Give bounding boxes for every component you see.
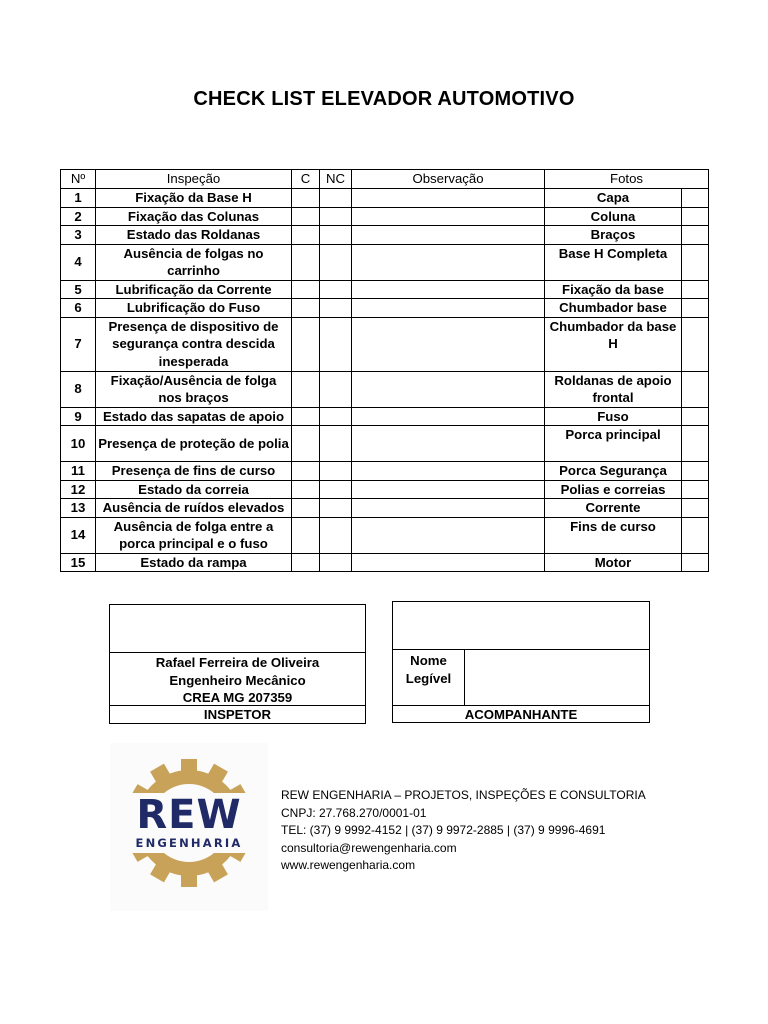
row-inspection: Ausência de folgas no carrinho <box>96 244 292 280</box>
table-header-row <box>61 170 709 189</box>
companion-label: ACOMPANHANTE <box>464 707 578 722</box>
row-inspection: Presença de dispositivo de segurança contra descida inesperada <box>96 317 292 371</box>
row-num: 11 <box>61 462 96 481</box>
company-phones: TEL: (37) 9 9992-4152 | (37) 9 9972-2885 | (37) 9 9996-4691 <box>281 823 606 837</box>
row-inspection: Ausência de folga entre a porca principal e o fuso <box>96 517 292 553</box>
table-row <box>61 462 709 481</box>
companion-name-label-line2: Legível <box>405 670 452 686</box>
row-photo: Chumbador base <box>545 299 682 318</box>
row-c-cell[interactable] <box>292 207 320 226</box>
row-photo: Corrente <box>545 499 682 518</box>
inspector-name: Rafael Ferreira de Oliveira <box>155 655 320 670</box>
row-observation-cell[interactable] <box>352 317 545 371</box>
row-photo-check-cell[interactable] <box>682 553 709 572</box>
company-email[interactable]: consultoria@rewengenharia.com <box>281 840 457 855</box>
table-row <box>61 499 709 518</box>
row-photo: Roldanas de apoio frontal <box>545 371 682 407</box>
table-row <box>61 280 709 299</box>
row-photo: Porca Segurança <box>545 462 682 481</box>
companion-name-label-line1: Nome <box>410 653 447 668</box>
row-c-cell[interactable] <box>292 517 320 553</box>
companion-name-row <box>393 650 649 706</box>
row-photo: Porca principal <box>545 426 682 462</box>
row-inspection: Fixação das Colunas <box>96 207 292 226</box>
row-observation-cell[interactable] <box>352 553 545 572</box>
header-nc: NC <box>320 170 352 189</box>
row-num: 10 <box>61 426 96 462</box>
row-nc-cell[interactable] <box>320 317 352 371</box>
companion-name-label <box>393 650 465 705</box>
company-website[interactable]: www.rewengenharia.com <box>281 858 416 872</box>
row-photo-check-cell[interactable] <box>682 499 709 518</box>
row-c-cell[interactable] <box>292 244 320 280</box>
row-observation-cell[interactable] <box>352 280 545 299</box>
row-c-cell[interactable] <box>292 499 320 518</box>
row-inspection: Fixação/Ausência de folga nos braços <box>96 371 292 407</box>
row-num: 6 <box>61 299 96 318</box>
row-photo-check-cell[interactable] <box>682 480 709 499</box>
row-c-cell[interactable] <box>292 462 320 481</box>
companion-signature-area[interactable] <box>393 602 649 650</box>
row-nc-cell[interactable] <box>320 244 352 280</box>
row-num: 3 <box>61 226 96 245</box>
header-c: C <box>292 170 320 189</box>
header-observation: Observação <box>352 170 545 189</box>
row-nc-cell[interactable] <box>320 189 352 208</box>
header-num: Nº <box>61 170 96 189</box>
row-observation-cell[interactable] <box>352 207 545 226</box>
row-nc-cell[interactable] <box>320 462 352 481</box>
row-c-cell[interactable] <box>292 189 320 208</box>
row-inspection: Lubrificação da Corrente <box>96 280 292 299</box>
row-inspection: Fixação da Base H <box>96 189 292 208</box>
table-row <box>61 207 709 226</box>
row-nc-cell[interactable] <box>320 280 352 299</box>
row-nc-cell[interactable] <box>320 480 352 499</box>
row-photo-check-cell[interactable] <box>682 317 709 371</box>
row-observation-cell[interactable] <box>352 189 545 208</box>
row-inspection: Presença de fins de curso <box>96 462 292 481</box>
row-num: 14 <box>61 517 96 553</box>
row-photo-check-cell[interactable] <box>682 517 709 553</box>
row-c-cell[interactable] <box>292 480 320 499</box>
row-photo-check-cell[interactable] <box>682 407 709 426</box>
companion-signature-box <box>392 601 650 723</box>
row-nc-cell[interactable] <box>320 407 352 426</box>
row-num: 7 <box>61 317 96 371</box>
row-num: 15 <box>61 553 96 572</box>
header-photos: Fotos <box>545 170 709 189</box>
row-c-cell[interactable] <box>292 299 320 318</box>
table-row <box>61 244 709 280</box>
row-observation-cell[interactable] <box>352 244 545 280</box>
row-photo: Polias e correias <box>545 480 682 499</box>
row-nc-cell[interactable] <box>320 517 352 553</box>
row-photo: Fins de curso <box>545 517 682 553</box>
row-photo: Capa <box>545 189 682 208</box>
row-photo: Braços <box>545 226 682 245</box>
table-row <box>61 426 709 462</box>
table-row <box>61 189 709 208</box>
row-inspection: Presença de proteção de polia <box>96 426 292 462</box>
row-photo-check-cell[interactable] <box>682 426 709 462</box>
row-c-cell[interactable] <box>292 317 320 371</box>
company-name: REW ENGENHARIA – PROJETOS, INSPEÇÕES E CONSULTORIA <box>281 788 646 802</box>
row-observation-cell[interactable] <box>352 480 545 499</box>
page-title: CHECK LIST ELEVADOR AUTOMOTIVO <box>193 88 575 110</box>
table-row <box>61 317 709 371</box>
table-row <box>61 517 709 553</box>
row-observation-cell[interactable] <box>352 299 545 318</box>
row-observation-cell[interactable] <box>352 517 545 553</box>
row-num: 2 <box>61 207 96 226</box>
row-photo-check-cell[interactable] <box>682 207 709 226</box>
row-observation-cell[interactable] <box>352 226 545 245</box>
row-photo-check-cell[interactable] <box>682 280 709 299</box>
table-row <box>61 299 709 318</box>
row-photo-check-cell[interactable] <box>682 299 709 318</box>
inspector-label: INSPETOR <box>203 707 272 722</box>
row-photo-check-cell[interactable] <box>682 226 709 245</box>
table-row <box>61 553 709 572</box>
row-c-cell[interactable] <box>292 280 320 299</box>
logo-sub-text: ENGENHARIA <box>135 836 243 850</box>
inspector-signature-area[interactable] <box>110 605 365 653</box>
row-photo-check-cell[interactable] <box>682 462 709 481</box>
row-photo: Coluna <box>545 207 682 226</box>
table-row <box>61 480 709 499</box>
row-inspection: Lubrificação do Fuso <box>96 299 292 318</box>
row-observation-cell[interactable] <box>352 407 545 426</box>
row-nc-cell[interactable] <box>320 499 352 518</box>
company-info <box>281 787 646 875</box>
inspector-signature-box <box>109 604 366 724</box>
row-nc-cell[interactable] <box>320 553 352 572</box>
companion-name-field[interactable] <box>465 650 649 705</box>
row-photo: Chumbador da base H <box>545 317 682 371</box>
row-photo: Fuso <box>545 407 682 426</box>
row-num: 4 <box>61 244 96 280</box>
row-photo-check-cell[interactable] <box>682 371 709 407</box>
inspector-registration: CREA MG 207359 <box>182 690 293 705</box>
row-num: 13 <box>61 499 96 518</box>
inspector-info <box>110 653 365 706</box>
inspector-role: Engenheiro Mecânico <box>169 672 306 688</box>
table-row <box>61 371 709 407</box>
table-row <box>61 226 709 245</box>
logo-main-text: REW <box>136 792 242 838</box>
company-cnpj: CNPJ: 27.768.270/0001-01 <box>281 805 427 820</box>
row-photo-check-cell[interactable] <box>682 244 709 280</box>
row-nc-cell[interactable] <box>320 226 352 245</box>
row-num: 5 <box>61 280 96 299</box>
row-c-cell[interactable] <box>292 226 320 245</box>
row-photo-check-cell[interactable] <box>682 189 709 208</box>
row-inspection: Estado da correia <box>96 480 292 499</box>
row-inspection: Ausência de ruídos elevados <box>96 499 292 518</box>
checklist-table <box>60 169 709 572</box>
row-num: 9 <box>61 407 96 426</box>
row-photo: Base H Completa <box>545 244 682 280</box>
row-observation-cell[interactable] <box>352 426 545 462</box>
row-photo: Motor <box>545 553 682 572</box>
row-c-cell[interactable] <box>292 553 320 572</box>
row-observation-cell[interactable] <box>352 371 545 407</box>
row-num: 12 <box>61 480 96 499</box>
table-row <box>61 407 709 426</box>
row-photo: Fixação da base <box>545 280 682 299</box>
row-c-cell[interactable] <box>292 407 320 426</box>
header-inspection: Inspeção <box>96 170 292 189</box>
row-observation-cell[interactable] <box>352 462 545 481</box>
row-inspection: Estado das sapatas de apoio <box>96 407 292 426</box>
row-nc-cell[interactable] <box>320 299 352 318</box>
row-observation-cell[interactable] <box>352 499 545 518</box>
row-nc-cell[interactable] <box>320 371 352 407</box>
row-c-cell[interactable] <box>292 426 320 462</box>
row-nc-cell[interactable] <box>320 207 352 226</box>
row-num: 1 <box>61 189 96 208</box>
row-inspection: Estado da rampa <box>96 553 292 572</box>
row-num: 8 <box>61 371 96 407</box>
row-nc-cell[interactable] <box>320 426 352 462</box>
row-inspection: Estado das Roldanas <box>96 226 292 245</box>
row-c-cell[interactable] <box>292 371 320 407</box>
